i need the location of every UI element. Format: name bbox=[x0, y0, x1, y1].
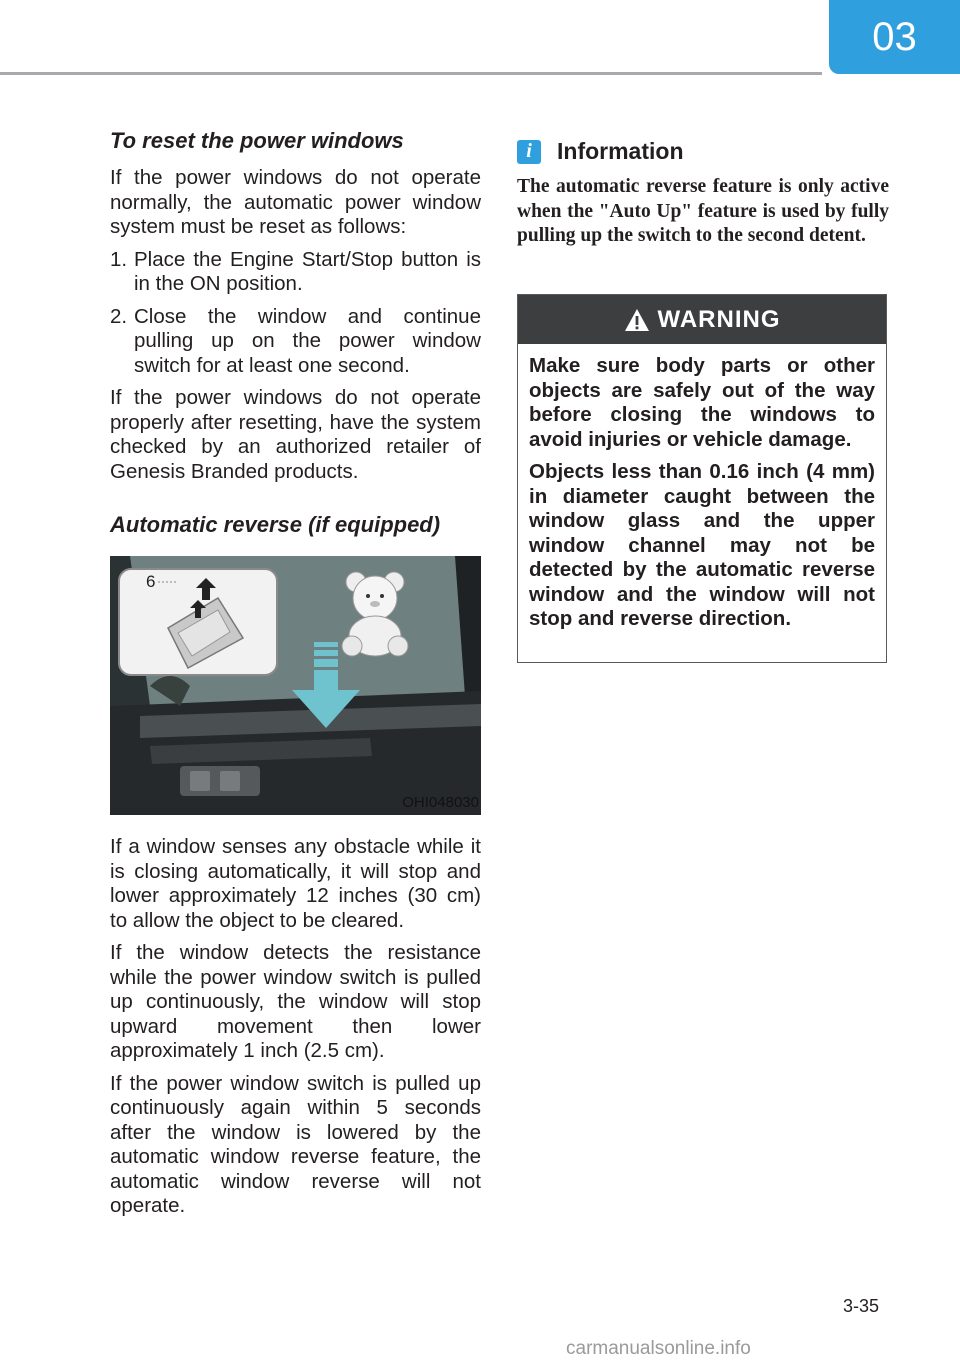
information-title: Information bbox=[557, 138, 684, 164]
warning-body bbox=[518, 344, 886, 632]
section-title-auto-reverse: Automatic reverse (if equipped) bbox=[110, 512, 441, 537]
switch-inset-illustration bbox=[118, 568, 278, 676]
step-item bbox=[110, 305, 481, 379]
step-number: 1. bbox=[110, 247, 128, 271]
right-column bbox=[517, 138, 889, 249]
info-icon: i bbox=[517, 140, 541, 164]
information-header bbox=[517, 138, 889, 165]
header-rule bbox=[0, 72, 822, 75]
section-title-reset: To reset the power windows bbox=[110, 128, 404, 153]
warning-para-2: Objects less than 0.16 inch (4 mm) in diameter caught between the window glass and the upper window channel may not be detected by the automatic reverse window and the window will not stop and reverse direction. bbox=[529, 460, 875, 630]
step-text: Close the window and continue pulling up on the power window switch for at least one second. bbox=[134, 304, 481, 377]
reset-steps bbox=[110, 248, 481, 379]
auto-reverse-figure bbox=[110, 556, 481, 815]
step-text: Place the Engine Start/Stop button is in the ON position. bbox=[134, 247, 481, 295]
reset-intro: If the power windows do not operate normally, the automatic power window system must be reset as follows: bbox=[110, 166, 481, 238]
warning-para-1: Make sure body parts or other objects are safely out of the way before closing the windows to avoid injuries or vehicle damage. bbox=[529, 354, 875, 451]
warning-box bbox=[517, 294, 887, 663]
left-column bbox=[110, 128, 481, 1227]
inset-label: 6 bbox=[146, 572, 156, 591]
figure-code: OHI048030 bbox=[402, 794, 479, 811]
watermark: carmanualsonline.info bbox=[566, 1338, 751, 1359]
step-number: 2. bbox=[110, 304, 128, 328]
auto-reverse-para-2: If the window detects the resistance while the power window switch is pulled up continuously, the window will stop upward movement then lower approximately 1 inch (2.5 cm). bbox=[110, 941, 481, 1062]
information-text: The automatic reverse feature is only active when the "Auto Up" feature is used by fully pulling up the switch to the second detent. bbox=[517, 176, 889, 246]
chapter-tab: 03 bbox=[829, 0, 960, 74]
reset-after: If the power windows do not operate properly after resetting, have the system checked by an authorized retailer of Genesis Branded products. bbox=[110, 386, 481, 483]
auto-reverse-para-1: If a window senses any obstacle while it is closing automatically, it will stop and lower approximately 12 inches (30 cm) to allow the object to be cleared. bbox=[110, 835, 481, 932]
auto-reverse-para-3: If the power window switch is pulled up continuously again within 5 seconds after the window is lowered by the automatic window reverse feature, the automatic window reverse will not operate. bbox=[110, 1071, 481, 1217]
warning-header bbox=[518, 295, 886, 344]
step-item bbox=[110, 248, 481, 297]
page-number: 3-35 bbox=[843, 1296, 880, 1316]
down-arrow-icon bbox=[286, 642, 366, 732]
warning-triangle-icon bbox=[624, 308, 650, 332]
warning-title: WARNING bbox=[657, 305, 781, 333]
